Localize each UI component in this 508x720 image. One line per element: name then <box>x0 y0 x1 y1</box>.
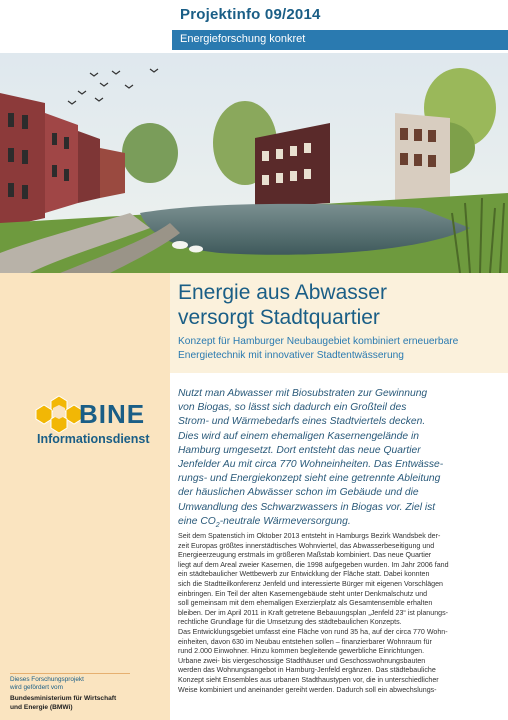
hero-image <box>0 53 508 273</box>
intro-paragraph: Nutzt man Abwasser mit Biosubstraten zur Gewinnung von Biogas, so lässt sich dadurch ein Großteil des Strom- und Wärmebedarfs eines Stadtviertels decken. Dies wird auf einem ehemaligen Kasernengelände in Hamburg umgesetzt. Dort entsteht das neue Quartier Jenfelder Au mit circa 770 Wohneinheiten. Das Entwässe- rungs- und Energiekonzept sieht eine getrennte Ableitung der häuslichen Abwässer schon im Gebäude und die Umwandlung des Schwarzwassers in Biogas vor. Ziel ist eine $CO_2$-neutrale Wärmeversorgung. <box>178 388 444 529</box>
body-paragraph-1: Seit dem Spatenstich im Oktober 2013 entsteht in Hamburgs Bezirk Wandsbek der- zeit Europas größtes innerstädtisches Wohnviertel, das Abwasserbeseitigung und Energieerzeugung erstmals im größeren Maßstab kombiniert. Das neue Quartier liegt auf dem Areal zweier Kasernen, die 1998 aufgegeben wurden. Im Jahr 2006 fand ein städtebaulicher Wettbewerb zur Entwicklung der Fläche statt. Dabei konnten sich die Stadtteilkonferenz Jenfeld und interessierte Bürger mit eigenen Vorschlägen einbringen. Ein Teil der alten Kasernengebäude steht unter Denkmalschutz und soll gemeinsam mit dem ehemaligen Exerzierplatz als Gesamtensemble erhalten bleiben. Der im April 2011 in Kraft getretene Bebauungsplan „Jenfeld 23“ ist planungs- rechtliche Grundlage für die Umsetzung des städtebaulichen Konzepts. <box>178 532 449 627</box>
header-left-strip <box>0 0 170 53</box>
bine-wordmark: BINE <box>79 399 146 429</box>
sponsor-divider <box>10 673 130 674</box>
body-text <box>178 532 500 695</box>
hero-illustration <box>0 53 508 273</box>
series-title: Projektinfo 09/2014 <box>180 6 321 23</box>
left-column-panel <box>0 273 170 720</box>
bine-logo-icon <box>34 394 84 436</box>
article-subtitle: Konzept für Hamburger Neubaugebiet kombiniert erneuerbare Energietechnik mit innovativer Stadtentwässerung <box>178 336 459 361</box>
article-title: Energie aus Abwasser versorgt Stadtquartier <box>178 281 387 329</box>
body-paragraph-2: Das Entwicklungsgebiet umfasst eine Fläche von rund 35 ha, auf der circa 770 Wohn- einheiten, davon 630 im Neubau entstehen sollen – finanzierbarer Wohnraum für rund 2.000 Einwohner. Hinzu kommen begleitende gewerbliche Einrichtungen. Urbane zwei- bis viergeschossige Stadthäuser und Geschosswohnungsbauten werden das Wohnungsangebot in Hamburg-Jenfeld ergänzen. Das städtebauliche Konzept sieht Ensembles aus urbanen Stadthaustypen vor, die in unterschiedlicher Weise kombiniert und aneinander gereiht werden. Dadurch soll ein abwechslungs- <box>178 627 448 694</box>
bine-tagline: Informationsdienst <box>37 432 150 446</box>
ministry-name: Bundesministerium für Wirtschaft und Energie (BMWi) <box>10 695 117 711</box>
sponsor-note: Dieses Forschungsprojekt wird gefördert vom <box>10 676 84 691</box>
category-label: Energieforschung konkret <box>180 33 306 45</box>
